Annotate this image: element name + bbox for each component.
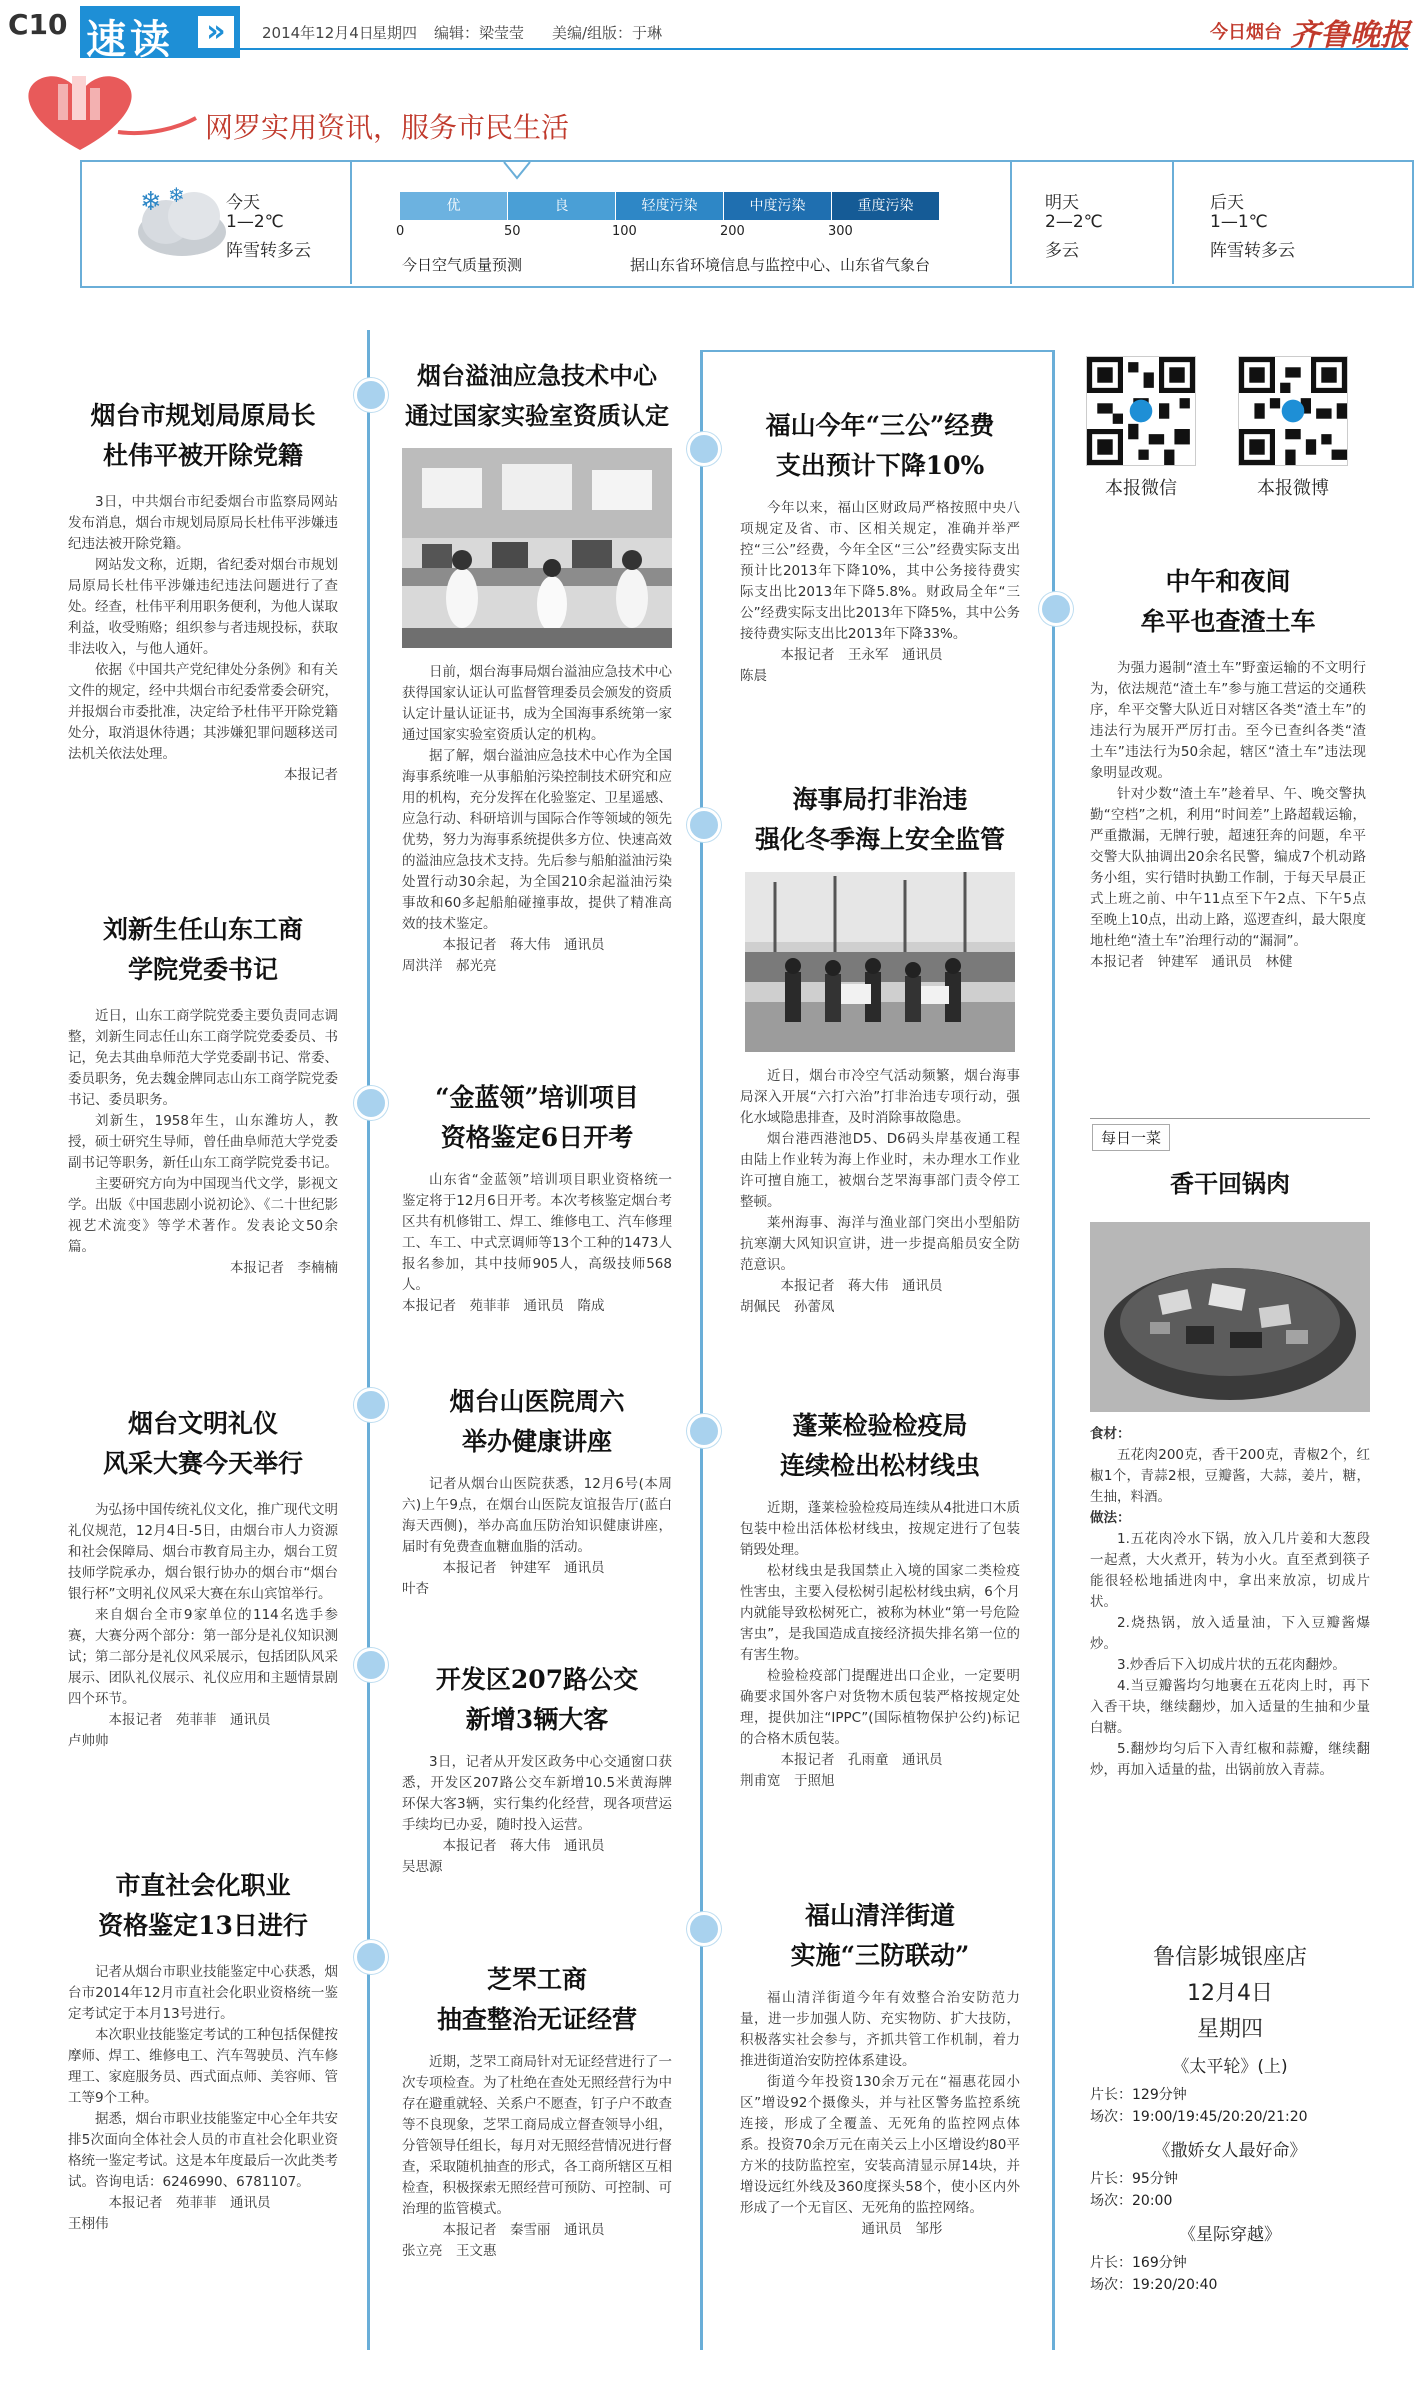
film-title: 《太平轮》(上) (1172, 2057, 1288, 2077)
divider (1010, 162, 1012, 284)
chevron-right-icon: » (198, 16, 234, 48)
paragraph: 本次职业技能鉴定考试的工种包括保健按摩师、焊工、维修电工、汽车驾驶员、汽车修理工、家庭服务员、西式面点师、美容师、管工等9个工种。 (68, 2027, 338, 2106)
headline: 资格鉴定13日进行 (98, 1911, 308, 1940)
headline: 海事局打非治违 (792, 785, 968, 814)
byline: 卢帅帅 (68, 1733, 109, 1749)
weibo-qr-icon (1238, 356, 1348, 466)
paragraph: 3日，中共烟台市纪委烟台市监察局网站发布消息，烟台市规划局原局长杜伟平涉嫌违纪违法被开除党籍。 (68, 494, 338, 552)
headline: 实施“三防联动” (790, 1941, 970, 1970)
after-desc: 阵雪转多云 (1210, 241, 1295, 261)
article-col2-a2 (402, 1078, 672, 1317)
paragraph: 记者从烟台市职业技能鉴定中心获悉，烟台市2014年12月市直社会化职业资格统一鉴定考试定于本月13号进行。 (68, 1964, 338, 2022)
aqi-tick: 200 (720, 224, 745, 239)
paragraph: 烟台港西港池D5、D6码头岸基夜通工程由陆上作业转为海上作业时，未办理水工作业许可擅自施工，被烟台芝罘海事部门责令停工整顿。 (740, 1131, 1020, 1210)
byline: 本报记者 王永军 通讯员 (780, 647, 943, 663)
film-times: 场次：20:00 (1090, 2193, 1173, 2209)
tomorrow-desc: 多云 (1045, 241, 1079, 261)
film-list (1090, 2056, 1370, 2296)
headline: 强化冬季海上安全监管 (754, 825, 1005, 854)
paragraph: 莱州海事、海洋与渔业部门突出小型船防抗寒潮大风知识宣讲，进一步提高船员安全防范意识。 (740, 1215, 1020, 1273)
byline: 本报记者 蒋大伟 通讯员 (442, 937, 605, 953)
byline: 本报记者 钟建军 通讯员 林健 (1090, 954, 1293, 970)
timeline-dot (687, 1414, 721, 1448)
cinema-block (1090, 1940, 1370, 2048)
byline: 王栩伟 (68, 2216, 109, 2232)
recipe-title: 香干回锅肉 (1170, 1169, 1290, 1198)
paragraph: 网站发文称，近期，省纪委对烟台市规划局原局长杜伟平涉嫌违纪违法问题进行了查处。经查，杜伟平利用职务便利，为他人谋取利益，收受贿赂；组织参与者违规投标，获取非法收入，与他人通奸。 (68, 557, 338, 657)
article-col1-a4 (68, 1866, 338, 2235)
paragraph: 近日，烟台市冷空气活动频繁，烟台海事局深入开展“六打六治”打非治违专项行动，强化水域隐患排查，及时消除事故隐患。 (740, 1068, 1020, 1126)
aqi-level-1: 良 (508, 192, 616, 220)
headline: 杜伟平被开除党籍 (102, 441, 303, 470)
byline: 陈晨 (740, 668, 767, 684)
recipe-step: 5.翻炒均匀后下入青红椒和蒜瓣，继续翻炒，再加入适量的盐，出锅前放入青蒜。 (1090, 1741, 1370, 1778)
cinema-name: 鲁信影城银座店 (1152, 1945, 1307, 1970)
headline: 连续检出松材线虫 (779, 1451, 980, 1480)
timeline-dot (354, 378, 388, 412)
weibo-label: 本报微博 (1257, 478, 1329, 499)
headline: 福山今年“三公”经费 (765, 411, 995, 440)
recipe-step: 3.炒香后下入切成片状的五花肉翻炒。 (1117, 1657, 1346, 1673)
headline: 学院党委书记 (127, 955, 278, 984)
paragraph: 近期，芝罘工商局针对无证经营进行了一次专项检查。为了杜绝在查处无照经营行为中存在避重就轻、关系户不愿查，钉子户不敢查等不良现象，芝罘工商局成立督查领导小组，分管领导任组长，每月对无照经营情况进行督查，采取随机抽查的形式，各工商所辖区互相检查，积极探索无照经营可预防、可控制、可治理的监管模式。 (402, 2054, 672, 2217)
recipe-step: 1.五花肉冷水下锅，放入几片姜和大葱段一起煮，大火煮开，转为小火。直至煮到筷子能很轻松地插进肉中，拿出来放凉，切成片状。 (1090, 1531, 1370, 1610)
headline: 市直社会化职业 (115, 1871, 291, 1900)
dish-photo (1090, 1222, 1370, 1412)
header-date: 2014年12月4日 (262, 24, 374, 42)
svg-text:❄: ❄ (140, 187, 162, 217)
paragraph: 福山清洋街道今年有效整合治安防范力量，进一步加强人防、充实物防、扩大技防，积极落实社会参与，齐抓共管工作机制，着力推进街道治安防控体系建设。 (740, 1990, 1020, 2069)
headline: 牟平也查渣土车 (1140, 607, 1316, 636)
header-designer: 美编/组版：于琳 (552, 24, 663, 42)
film-title: 《撒娇女人最好命》 (1153, 2141, 1307, 2161)
today-desc: 阵雪转多云 (226, 241, 311, 261)
header-editor: 编辑：梁莹莹 (434, 24, 525, 42)
section-title: 速读 (86, 16, 174, 63)
byline: 荆甫宽 于照旭 (740, 1773, 835, 1789)
film-length: 片长：95分钟 (1090, 2171, 1178, 2187)
edition-label: 今日烟台 (1210, 22, 1282, 43)
city-heart-icon (18, 62, 198, 158)
paragraph: 据悉，烟台市职业技能鉴定中心全年共安排5次面向全体社会人员的市直社会化职业资格统一鉴定考试。这是本年度最后一次此类考试。咨询电话：6246990、6781107。 (68, 2111, 338, 2190)
ingredients: 五花肉200克，香干200克，青椒2个，红椒1个，青蒜2根，豆瓣酱，大蒜，姜片，糖，生抽，料酒。 (1090, 1447, 1370, 1505)
film-title: 《星际穿越》 (1179, 2225, 1281, 2245)
byline: 通讯员 邹彤 (861, 2221, 943, 2237)
headline: 中午和夜间 (1165, 567, 1291, 596)
byline: 本报记者 孔雨童 通讯员 (780, 1752, 943, 1768)
aqi-tick: 0 (396, 224, 405, 239)
article-col2-a5 (402, 1960, 672, 2262)
timeline-dot (354, 1388, 388, 1422)
aqi-forecast-label: 今日空气质量预测 (402, 256, 523, 274)
headline: 新增3辆大客 (465, 1705, 609, 1734)
headline: 烟台市规划局原局长 (90, 401, 316, 430)
paragraph: 近日，山东工商学院党委主要负责同志调整，刘新生同志任山东工商学院党委委员、书记，免去其曲阜师范大学党委副书记、常委、委员职务，免去魏金牌同志山东工商学院党委书记、委员职务。 (68, 1008, 338, 1108)
paragraph: 主要研究方向为中国现当代文学，影视文学。出版《中国悲剧小说初论》、《二十世纪影视艺术流变》等学术著作。发表论文50余篇。 (68, 1176, 338, 1255)
byline: 张立亮 王文惠 (402, 2243, 497, 2259)
aqi-pointer-icon (502, 162, 532, 180)
divider (350, 162, 352, 284)
paragraph: 据了解，烟台溢油应急技术中心作为全国海事系统唯一从事船舶污染控制技术研究和应用的机构，充分发挥在化验鉴定、卫星遥感、应急行动、科研培训与国际合作等领域的领先优势，努力为海事系统提供多方位、快速高效的溢油应急技术支持。先后参与船舶溢油污染处置行动30余起，为全国210余起溢油污染事故和60多起船舶碰撞事故，提供了精准高效的技术鉴定。 (402, 748, 672, 932)
timeline-dot (687, 432, 721, 466)
headline: 抽查整治无证经营 (436, 2005, 637, 2034)
timeline-dot (687, 808, 721, 842)
film-length: 片长：169分钟 (1090, 2255, 1187, 2271)
film-times: 场次：19:20/20:40 (1090, 2277, 1218, 2293)
headline: “金蓝领”培训项目 (435, 1083, 639, 1112)
timeline-3 (1052, 350, 1055, 2350)
byline: 周洪洋 郝光亮 (402, 958, 497, 974)
article-col1-a3 (68, 1404, 338, 1752)
byline: 本报记者 蒋大伟 通讯员 (442, 1838, 605, 1854)
article-col2-a1 (402, 356, 672, 977)
paragraph: 日前，烟台海事局烟台溢油应急技术中心获得国家认证认可监督管理委员会颁发的资质认定计量认证证书，成为全国海事系统第一家通过国家实验室资质认定的机构。 (402, 664, 672, 743)
timeline-1 (367, 330, 370, 2350)
byline: 胡佩民 孙蕾凤 (740, 1299, 835, 1315)
byline: 本报记者 李楠楠 (230, 1260, 338, 1276)
article-col4-a1 (1090, 562, 1366, 973)
tomorrow-label: 明天 (1045, 193, 1079, 213)
recipe-step: 4.当豆瓣酱均匀地裹在五花肉上时，再下入香干块，继续翻炒，加入适量的生抽和少量白糖。 (1090, 1678, 1370, 1736)
headline: 烟台溢油应急技术中心 (417, 361, 657, 390)
timeline-2 (700, 350, 703, 2350)
byline: 本报记者 (284, 767, 338, 783)
wechat-label: 本报微信 (1105, 478, 1177, 499)
headline: 烟台山医院周六 (449, 1387, 625, 1416)
film-length: 片长：129分钟 (1090, 2087, 1187, 2103)
headline: 蓬莱检验检疫局 (792, 1411, 968, 1440)
aqi-ticks (396, 224, 956, 244)
aqi-tick: 100 (612, 224, 637, 239)
cinema-weekday: 星期四 (1196, 2017, 1263, 2042)
recipe-body (1090, 1424, 1370, 1781)
aqi-level-0: 优 (400, 192, 508, 220)
headline: 资格鉴定6日开考 (440, 1123, 634, 1152)
header-rule (236, 48, 1408, 50)
paragraph: 刘新生，1958年生，山东潍坊人，教授，硕士研究生导师，曾任曲阜师范大学党委副书记等职务，新任山东工商学院党委书记。 (68, 1113, 338, 1171)
film-times: 场次：19:00/19:45/20:20/21:20 (1090, 2109, 1308, 2125)
after-temp: 1—1℃ (1210, 212, 1268, 232)
byline: 本报记者 蒋大伟 通讯员 (780, 1278, 943, 1294)
article-col2-a3 (402, 1382, 672, 1600)
divider (1090, 1118, 1370, 1119)
aqi-tick: 50 (504, 224, 521, 239)
aqi-level-4: 重度污染 (832, 192, 940, 220)
article-col3-a1 (740, 406, 1020, 687)
paragraph: 针对少数“渣土车”趁着早、午、晚交警执勤“空档”之机，利用“时间差”上路超载运输，严重撒漏，无牌行驶，超速狂奔的问题，牟平交警大队抽调出20余名民警，编成7个机动路务小组，实行错时执勤工作制，于每天早晨正式上班之前、中午11点至下午2点、下午5点至晚上10点，出动上路，巡逻查纠，最大限度地杜绝“渣土车”治理行动的“漏洞”。 (1090, 786, 1366, 949)
paragraph: 为强力遏制“渣土车”野蛮运输的不文明行为，依法规范“渣土车”参与施工营运的交通秩序，牟平交警大队近日对辖区各类“渣土车”的违法行为展开严厉打击。至今已查纠各类“渣土车”违法行为50余起，辖区“渣土车”违法现象明显改观。 (1090, 660, 1366, 781)
byline: 本报记者 苑菲菲 通讯员 隋成 (402, 1298, 605, 1314)
timeline-dot (687, 1912, 721, 1946)
byline: 本报记者 苑菲菲 通讯员 (108, 2195, 271, 2211)
today-label: 今天 (226, 193, 260, 213)
aqi-level-2: 轻度污染 (616, 192, 724, 220)
recipe-step: 2.烧热锅，放入适量油，下入豆瓣酱爆炒。 (1090, 1615, 1370, 1652)
timeline-dot (1039, 592, 1073, 626)
ingredients-label: 食材： (1090, 1426, 1131, 1442)
byline: 本报记者 秦雪丽 通讯员 (442, 2222, 605, 2238)
paragraph: 今年以来，福山区财政局严格按照中央八项规定及省、市、区相关规定，准确并举严控“三公”经费，今年全区“三公”经费实际支出预计比2013年下降10%，其中公务接待费实际支出比2013年下降5.8%。财政局全年“三公”经费实际支出比2013年下降5%，其中公务接待费实际支出比2013年下降33%。 (740, 500, 1020, 642)
paragraph: 近期，蓬莱检验检疫局连续从4批进口木质包装中检出活体松材线虫，按规定进行了包装销毁处理。 (740, 1500, 1020, 1558)
divider (1172, 162, 1174, 284)
headline: 支出预计下降10% (775, 451, 985, 480)
timeline-dot (354, 1648, 388, 1682)
paragraph: 记者从烟台山医院获悉，12月6号(本周六)上午9点，在烟台山医院友谊报告厅(蓝白海天西侧)，举办高血压防治知识健康讲座，届时有免费查血糖血脂的活动。 (402, 1476, 672, 1555)
article-col3-a4 (740, 1896, 1020, 2240)
paragraph: 依据《中国共产党纪律处分条例》和有关文件的规定，经中共烟台市纪委常委会研究，并报烟台市委批准，决定给予杜伟平开除党籍处分，取消退休待遇；其涉嫌犯罪问题移送司法机关依法处理。 (68, 662, 338, 762)
article-col2-a4 (402, 1660, 672, 1878)
method-label: 做法： (1090, 1510, 1131, 1526)
cinema-date: 12月4日 (1187, 1981, 1273, 2006)
article-col3-a3 (740, 1406, 1020, 1792)
timeline-dot (354, 1940, 388, 1974)
tomorrow-temp: 2—2℃ (1045, 212, 1103, 232)
headline: 刘新生任山东工商 (102, 915, 303, 944)
paragraph: 山东省“金蓝领”培训项目职业资格统一鉴定将于12月6日开考。本次考核鉴定烟台考区共有机修钳工、焊工、维修电工、汽车修理工、车工、中式烹调师等13个工种的1473人报名参加，其中技师905人，高级技师568人。 (402, 1172, 672, 1293)
svg-text:❄: ❄ (168, 183, 185, 207)
wechat-qr-icon (1086, 356, 1196, 466)
after-label: 后天 (1210, 193, 1244, 213)
article-col3-a2 (740, 780, 1020, 1318)
aqi-tick: 300 (828, 224, 853, 239)
headline: 通过国家实验室资质认定 (405, 401, 669, 430)
harbor-photo (745, 872, 1015, 1052)
headline: 举办健康讲座 (461, 1427, 612, 1456)
page-number: C10 (8, 8, 68, 41)
paragraph: 为弘扬中国传统礼仪文化，推广现代文明礼仪规范，12月4日-5日，由烟台市人力资源和社会保障局、烟台市教育局主办，烟台工贸技师学院承办，烟台银行协办的烟台市“烟台银行杯”文明礼仪风采大赛在东山宾馆举行。 (68, 1502, 338, 1602)
byline: 吴思源 (402, 1859, 443, 1875)
paragraph: 检验检疫部门提醒进出口企业，一定要明确要求国外客户对货物木质包装严格按规定处理，提供加注“IPPC”(国际植物保护公约)标记的合格木质包装。 (740, 1668, 1020, 1747)
paragraph: 来自烟台全市9家单位的114名选手参赛，大赛分两个部分：第一部分是礼仪知识测试；第二部分是礼仪风采展示，包括团队风采展示、团队礼仪展示、礼仪应用和主题情景剧四个环节。 (68, 1607, 338, 1707)
today-temp: 1—2℃ (226, 212, 284, 232)
headline: 芝罘工商 (486, 1965, 587, 1994)
aqi-scale (400, 192, 940, 220)
recipe-tag: 每日一菜 (1092, 1124, 1170, 1151)
snow-cloud-icon (130, 182, 230, 262)
frame-top (702, 350, 1054, 352)
slogan: 网罗实用资讯，服务市民生活 (205, 111, 570, 144)
article-col1-a2 (68, 910, 338, 1279)
lab-photo (402, 448, 672, 648)
paragraph: 松材线虫是我国禁止入境的国家二类检疫性害虫，主要入侵松树引起松材线虫病，6个月内就能导致松树死亡，被称为林业“第一号危险害虫”，是我国造成直接经济损失排名第一位的有害生物。 (740, 1563, 1020, 1663)
paper-logo: 齐鲁晚报 (1290, 18, 1410, 53)
headline: 风采大赛今天举行 (102, 1449, 303, 1478)
headline: 开发区207路公交 (435, 1665, 639, 1694)
headline: 福山清洋街道 (804, 1901, 955, 1930)
byline: 叶杏 (402, 1581, 429, 1597)
header-weekday: 星期四 (372, 24, 418, 42)
paragraph: 街道今年投资130余万元在“福惠花园小区”增设92个摄像头，并与社区警务监控系统连接，形成了全覆盖、无死角的监控网点体系。投资70余万元在南关云上小区增设约80平方米的技防监控室，安装高清显示屏14块，并增设远红外线及360度探头58个，使小区内外形成了一个无盲区、无死角的监控网络。 (740, 2074, 1020, 2216)
paragraph: 3日，记者从开发区政务中心交通窗口获悉，开发区207路公交车新增10.5米黄海牌环保大客3辆，实行集约化经营，现各项营运手续均已办妥，随时投入运营。 (402, 1754, 672, 1833)
byline: 本报记者 钟建军 通讯员 (442, 1560, 605, 1576)
byline: 本报记者 苑菲菲 通讯员 (108, 1712, 271, 1728)
aqi-source: 据山东省环境信息与监控中心、山东省气象台 (630, 256, 931, 274)
aqi-level-3: 中度污染 (724, 192, 832, 220)
article-col1-a1 (68, 396, 338, 786)
headline: 烟台文明礼仪 (127, 1409, 278, 1438)
timeline-dot (354, 1086, 388, 1120)
